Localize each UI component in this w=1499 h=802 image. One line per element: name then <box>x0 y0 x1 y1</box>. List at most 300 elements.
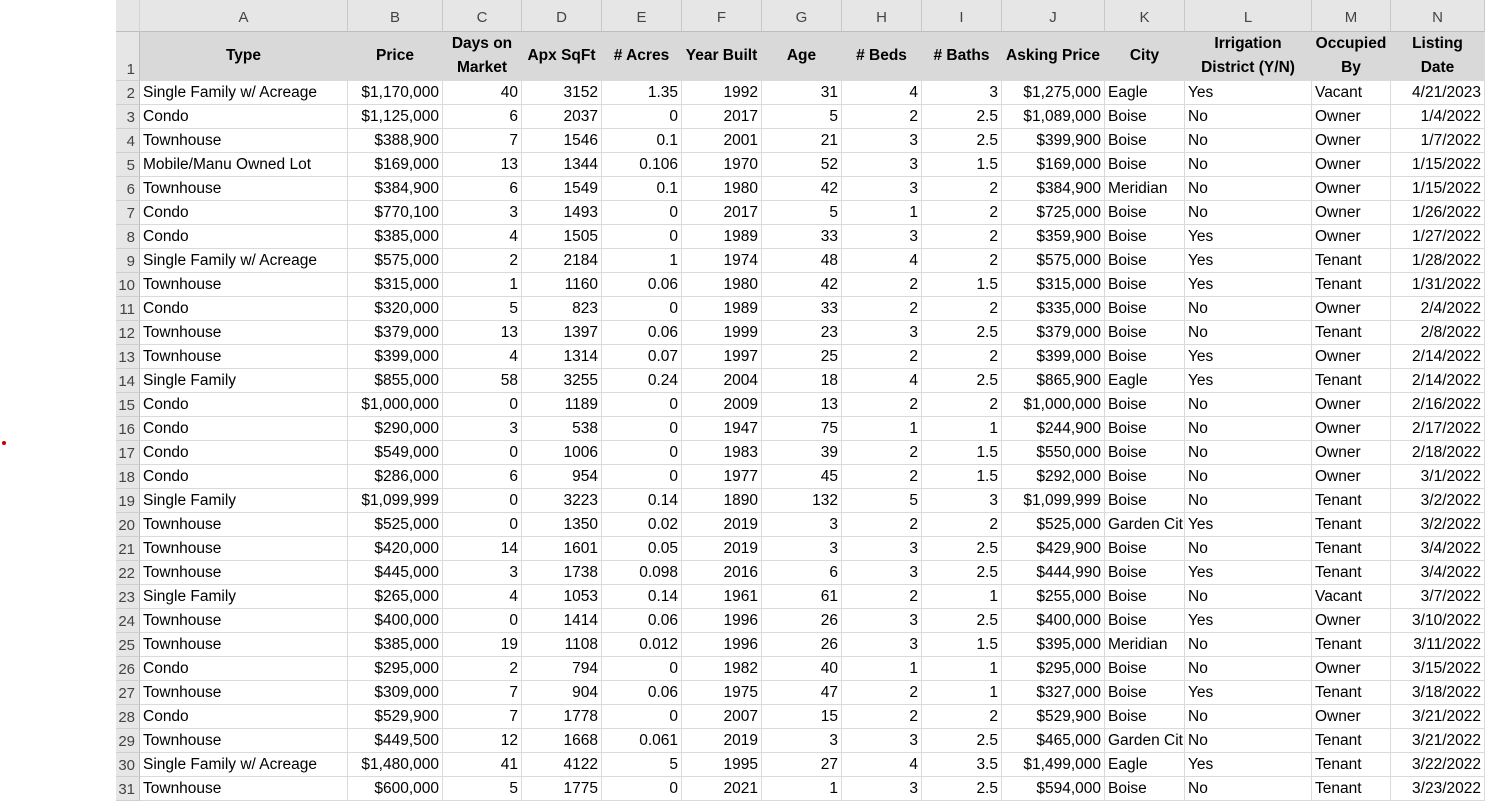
table-cell[interactable]: 1/15/2022 <box>1391 153 1485 177</box>
header-cell[interactable]: # Acres <box>602 32 682 81</box>
table-cell[interactable]: 1.5 <box>922 465 1002 489</box>
table-cell[interactable]: Owner <box>1312 657 1391 681</box>
table-cell[interactable]: 3/4/2022 <box>1391 537 1485 561</box>
table-cell[interactable]: Boise <box>1105 273 1185 297</box>
table-cell[interactable]: 1 <box>922 681 1002 705</box>
table-cell[interactable]: Single Family <box>140 369 348 393</box>
table-cell[interactable]: 1546 <box>522 129 602 153</box>
table-cell[interactable]: 0.07 <box>602 345 682 369</box>
table-cell[interactable]: No <box>1185 393 1312 417</box>
table-cell[interactable]: 3255 <box>522 369 602 393</box>
table-cell[interactable]: 2/18/2022 <box>1391 441 1485 465</box>
table-cell[interactable]: Townhouse <box>140 273 348 297</box>
table-cell[interactable]: 3/7/2022 <box>1391 585 1485 609</box>
table-cell[interactable]: $444,990 <box>1002 561 1105 585</box>
table-cell[interactable]: $594,000 <box>1002 777 1105 801</box>
table-cell[interactable]: Boise <box>1105 201 1185 225</box>
table-cell[interactable]: $320,000 <box>348 297 443 321</box>
table-cell[interactable]: $549,000 <box>348 441 443 465</box>
row-header-8[interactable]: 8 <box>116 225 140 249</box>
table-cell[interactable]: $400,000 <box>348 609 443 633</box>
table-cell[interactable]: $399,000 <box>348 345 443 369</box>
table-cell[interactable]: Single Family <box>140 585 348 609</box>
table-cell[interactable]: $295,000 <box>348 657 443 681</box>
table-cell[interactable]: $292,000 <box>1002 465 1105 489</box>
row-header-6[interactable]: 6 <box>116 177 140 201</box>
table-cell[interactable]: $550,000 <box>1002 441 1105 465</box>
table-cell[interactable]: 0 <box>443 513 522 537</box>
table-cell[interactable]: $265,000 <box>348 585 443 609</box>
table-cell[interactable]: No <box>1185 105 1312 129</box>
table-cell[interactable]: 3 <box>842 729 922 753</box>
table-cell[interactable]: 2/8/2022 <box>1391 321 1485 345</box>
table-cell[interactable]: 0.06 <box>602 609 682 633</box>
table-cell[interactable]: 0 <box>602 705 682 729</box>
table-cell[interactable]: Boise <box>1105 153 1185 177</box>
row-header-30[interactable]: 30 <box>116 753 140 777</box>
table-cell[interactable]: Owner <box>1312 225 1391 249</box>
table-cell[interactable]: 0 <box>602 657 682 681</box>
row-header-13[interactable]: 13 <box>116 345 140 369</box>
table-cell[interactable]: $388,900 <box>348 129 443 153</box>
table-cell[interactable]: 3 <box>842 177 922 201</box>
table-cell[interactable]: $525,000 <box>1002 513 1105 537</box>
table-cell[interactable]: Yes <box>1185 345 1312 369</box>
table-cell[interactable]: 3/18/2022 <box>1391 681 1485 705</box>
table-cell[interactable]: 26 <box>762 633 842 657</box>
table-cell[interactable]: Yes <box>1185 369 1312 393</box>
table-cell[interactable]: $169,000 <box>348 153 443 177</box>
table-cell[interactable]: No <box>1185 489 1312 513</box>
header-cell[interactable]: Asking Price <box>1002 32 1105 81</box>
table-cell[interactable]: 2 <box>842 705 922 729</box>
table-cell[interactable]: 1601 <box>522 537 602 561</box>
table-cell[interactable]: 1/27/2022 <box>1391 225 1485 249</box>
table-cell[interactable]: 6 <box>443 105 522 129</box>
table-cell[interactable]: 3/11/2022 <box>1391 633 1485 657</box>
row-header-17[interactable]: 17 <box>116 441 140 465</box>
table-cell[interactable]: 2 <box>922 297 1002 321</box>
table-cell[interactable]: 0 <box>443 609 522 633</box>
table-cell[interactable]: 4 <box>443 585 522 609</box>
table-cell[interactable]: 1/31/2022 <box>1391 273 1485 297</box>
table-cell[interactable]: 823 <box>522 297 602 321</box>
table-cell[interactable]: 5 <box>443 777 522 801</box>
table-cell[interactable]: Tenant <box>1312 489 1391 513</box>
spreadsheet-grid[interactable] <box>116 0 1499 802</box>
table-cell[interactable]: Condo <box>140 393 348 417</box>
table-cell[interactable]: 2 <box>842 297 922 321</box>
table-cell[interactable]: Boise <box>1105 681 1185 705</box>
table-cell[interactable]: Tenant <box>1312 369 1391 393</box>
row-header-26[interactable]: 26 <box>116 657 140 681</box>
table-cell[interactable]: Owner <box>1312 441 1391 465</box>
table-cell[interactable]: No <box>1185 417 1312 441</box>
table-cell[interactable]: Tenant <box>1312 633 1391 657</box>
table-cell[interactable]: 6 <box>443 465 522 489</box>
header-cell[interactable]: Occupied By <box>1312 32 1391 81</box>
table-cell[interactable]: 2/14/2022 <box>1391 369 1485 393</box>
table-cell[interactable]: 1/4/2022 <box>1391 105 1485 129</box>
table-cell[interactable]: Tenant <box>1312 753 1391 777</box>
table-cell[interactable]: 3 <box>443 561 522 585</box>
table-cell[interactable]: Condo <box>140 297 348 321</box>
row-header-9[interactable]: 9 <box>116 249 140 273</box>
table-cell[interactable]: Tenant <box>1312 513 1391 537</box>
table-cell[interactable]: 3152 <box>522 81 602 105</box>
table-cell[interactable]: Boise <box>1105 537 1185 561</box>
table-cell[interactable]: Yes <box>1185 609 1312 633</box>
table-cell[interactable]: Meridian <box>1105 633 1185 657</box>
table-cell[interactable]: 3 <box>842 777 922 801</box>
table-cell[interactable]: 3 <box>842 633 922 657</box>
header-cell[interactable]: Type <box>140 32 348 81</box>
table-cell[interactable]: 1/26/2022 <box>1391 201 1485 225</box>
table-cell[interactable]: 13 <box>443 153 522 177</box>
table-cell[interactable]: Boise <box>1105 465 1185 489</box>
table-cell[interactable]: 4 <box>443 225 522 249</box>
table-cell[interactable]: Townhouse <box>140 129 348 153</box>
table-cell[interactable]: 3/22/2022 <box>1391 753 1485 777</box>
table-cell[interactable]: Townhouse <box>140 177 348 201</box>
table-cell[interactable]: 1 <box>842 201 922 225</box>
table-cell[interactable]: Tenant <box>1312 537 1391 561</box>
table-cell[interactable]: 1350 <box>522 513 602 537</box>
table-cell[interactable]: $286,000 <box>348 465 443 489</box>
table-cell[interactable]: 2.5 <box>922 537 1002 561</box>
table-cell[interactable]: 2001 <box>682 129 762 153</box>
table-cell[interactable]: No <box>1185 153 1312 177</box>
table-cell[interactable]: 5 <box>762 201 842 225</box>
table-cell[interactable]: Condo <box>140 465 348 489</box>
table-cell[interactable]: Boise <box>1105 297 1185 321</box>
table-cell[interactable]: 0 <box>602 465 682 489</box>
table-cell[interactable]: 2 <box>922 705 1002 729</box>
table-cell[interactable]: 0 <box>602 441 682 465</box>
header-cell[interactable]: Listing Date <box>1391 32 1485 81</box>
table-cell[interactable]: $1,125,000 <box>348 105 443 129</box>
table-cell[interactable]: 1999 <box>682 321 762 345</box>
table-cell[interactable]: 7 <box>443 681 522 705</box>
select-all-corner[interactable] <box>116 0 140 32</box>
table-cell[interactable]: $385,000 <box>348 633 443 657</box>
table-cell[interactable]: Boise <box>1105 609 1185 633</box>
table-cell[interactable]: $420,000 <box>348 537 443 561</box>
table-cell[interactable]: Vacant <box>1312 81 1391 105</box>
table-cell[interactable]: Owner <box>1312 417 1391 441</box>
table-cell[interactable]: 2 <box>922 249 1002 273</box>
table-cell[interactable]: $379,000 <box>348 321 443 345</box>
table-cell[interactable]: 7 <box>443 705 522 729</box>
table-cell[interactable]: Townhouse <box>140 681 348 705</box>
table-cell[interactable]: 2.5 <box>922 729 1002 753</box>
row-header-27[interactable]: 27 <box>116 681 140 705</box>
table-cell[interactable]: 1983 <box>682 441 762 465</box>
table-cell[interactable]: Townhouse <box>140 513 348 537</box>
table-cell[interactable]: Meridian <box>1105 177 1185 201</box>
table-cell[interactable]: $429,900 <box>1002 537 1105 561</box>
table-cell[interactable]: 2 <box>443 249 522 273</box>
table-cell[interactable]: $1,089,000 <box>1002 105 1105 129</box>
table-cell[interactable]: 0 <box>443 441 522 465</box>
table-cell[interactable]: 48 <box>762 249 842 273</box>
table-cell[interactable]: 2004 <box>682 369 762 393</box>
table-cell[interactable]: 1997 <box>682 345 762 369</box>
table-cell[interactable]: 3 <box>842 609 922 633</box>
table-cell[interactable]: Yes <box>1185 249 1312 273</box>
table-cell[interactable]: 4122 <box>522 753 602 777</box>
table-cell[interactable]: 3/4/2022 <box>1391 561 1485 585</box>
table-cell[interactable]: 1980 <box>682 273 762 297</box>
header-cell[interactable]: Apx SqFt <box>522 32 602 81</box>
table-cell[interactable]: 2.5 <box>922 321 1002 345</box>
table-cell[interactable]: 4 <box>842 753 922 777</box>
table-cell[interactable]: 2 <box>842 513 922 537</box>
header-cell[interactable]: Price <box>348 32 443 81</box>
table-cell[interactable]: 2 <box>842 441 922 465</box>
table-cell[interactable]: $244,900 <box>1002 417 1105 441</box>
table-cell[interactable]: $315,000 <box>348 273 443 297</box>
row-header-23[interactable]: 23 <box>116 585 140 609</box>
table-cell[interactable]: 1775 <box>522 777 602 801</box>
table-cell[interactable]: 2 <box>922 513 1002 537</box>
table-cell[interactable]: 2007 <box>682 705 762 729</box>
table-cell[interactable]: 1/7/2022 <box>1391 129 1485 153</box>
table-cell[interactable]: Vacant <box>1312 585 1391 609</box>
table-cell[interactable]: $465,000 <box>1002 729 1105 753</box>
table-cell[interactable]: Townhouse <box>140 561 348 585</box>
table-cell[interactable]: 2.5 <box>922 129 1002 153</box>
table-cell[interactable]: 1947 <box>682 417 762 441</box>
table-cell[interactable]: 1738 <box>522 561 602 585</box>
table-cell[interactable]: No <box>1185 441 1312 465</box>
table-cell[interactable]: 5 <box>842 489 922 513</box>
table-cell[interactable]: 0 <box>602 777 682 801</box>
table-cell[interactable]: Garden Cit <box>1105 513 1185 537</box>
table-cell[interactable]: No <box>1185 465 1312 489</box>
table-cell[interactable]: 2017 <box>682 105 762 129</box>
table-cell[interactable]: 1160 <box>522 273 602 297</box>
table-cell[interactable]: 538 <box>522 417 602 441</box>
table-cell[interactable]: 2 <box>922 393 1002 417</box>
table-cell[interactable]: Yes <box>1185 561 1312 585</box>
table-cell[interactable]: 2.5 <box>922 369 1002 393</box>
table-cell[interactable]: No <box>1185 705 1312 729</box>
table-cell[interactable]: 5 <box>602 753 682 777</box>
table-cell[interactable]: 1006 <box>522 441 602 465</box>
table-cell[interactable]: 2021 <box>682 777 762 801</box>
table-cell[interactable]: Owner <box>1312 129 1391 153</box>
table-cell[interactable]: Boise <box>1105 657 1185 681</box>
row-header-5[interactable]: 5 <box>116 153 140 177</box>
table-cell[interactable]: 2.5 <box>922 777 1002 801</box>
header-cell[interactable]: Irrigation District (Y/N) <box>1185 32 1312 81</box>
table-cell[interactable]: 26 <box>762 609 842 633</box>
table-cell[interactable]: 904 <box>522 681 602 705</box>
table-cell[interactable]: 2019 <box>682 729 762 753</box>
table-cell[interactable]: 75 <box>762 417 842 441</box>
table-cell[interactable]: 0 <box>602 393 682 417</box>
table-cell[interactable]: Eagle <box>1105 753 1185 777</box>
row-header-21[interactable]: 21 <box>116 537 140 561</box>
table-cell[interactable]: Condo <box>140 225 348 249</box>
column-header-h[interactable]: H <box>842 0 922 32</box>
table-cell[interactable]: 1778 <box>522 705 602 729</box>
table-cell[interactable]: $385,000 <box>348 225 443 249</box>
table-cell[interactable]: 2/14/2022 <box>1391 345 1485 369</box>
table-cell[interactable]: $855,000 <box>348 369 443 393</box>
table-cell[interactable]: 2/4/2022 <box>1391 297 1485 321</box>
table-cell[interactable]: 31 <box>762 81 842 105</box>
table-cell[interactable]: Boise <box>1105 345 1185 369</box>
table-cell[interactable]: Boise <box>1105 777 1185 801</box>
table-cell[interactable]: 3/21/2022 <box>1391 729 1485 753</box>
table-cell[interactable]: 0.1 <box>602 177 682 201</box>
table-cell[interactable]: $399,900 <box>1002 129 1105 153</box>
table-cell[interactable]: 40 <box>762 657 842 681</box>
row-header-3[interactable]: 3 <box>116 105 140 129</box>
table-cell[interactable]: 1/15/2022 <box>1391 177 1485 201</box>
table-cell[interactable]: 1 <box>762 777 842 801</box>
table-cell[interactable]: 1989 <box>682 297 762 321</box>
table-cell[interactable]: No <box>1185 129 1312 153</box>
table-cell[interactable]: $399,000 <box>1002 345 1105 369</box>
table-cell[interactable]: 1.5 <box>922 633 1002 657</box>
row-header-19[interactable]: 19 <box>116 489 140 513</box>
table-cell[interactable]: 1 <box>922 585 1002 609</box>
column-header-k[interactable]: K <box>1105 0 1185 32</box>
column-header-l[interactable]: L <box>1185 0 1312 32</box>
table-cell[interactable]: 7 <box>443 129 522 153</box>
table-cell[interactable]: 3/23/2022 <box>1391 777 1485 801</box>
table-cell[interactable]: 6 <box>762 561 842 585</box>
table-cell[interactable]: $445,000 <box>348 561 443 585</box>
table-cell[interactable]: 1 <box>842 417 922 441</box>
table-cell[interactable]: $169,000 <box>1002 153 1105 177</box>
table-cell[interactable]: Garden Cit <box>1105 729 1185 753</box>
row-header-1[interactable]: 1 <box>116 32 140 81</box>
table-cell[interactable]: 1974 <box>682 249 762 273</box>
table-cell[interactable]: 40 <box>443 81 522 105</box>
table-cell[interactable]: Yes <box>1185 681 1312 705</box>
column-header-c[interactable]: C <box>443 0 522 32</box>
table-cell[interactable]: 14 <box>443 537 522 561</box>
table-cell[interactable]: 2017 <box>682 201 762 225</box>
table-cell[interactable]: 3 <box>842 129 922 153</box>
column-header-e[interactable]: E <box>602 0 682 32</box>
table-cell[interactable]: 2009 <box>682 393 762 417</box>
row-header-20[interactable]: 20 <box>116 513 140 537</box>
table-cell[interactable]: 0.06 <box>602 273 682 297</box>
row-header-2[interactable]: 2 <box>116 81 140 105</box>
table-cell[interactable]: 0.06 <box>602 321 682 345</box>
table-cell[interactable]: 0 <box>443 489 522 513</box>
table-cell[interactable]: 0.061 <box>602 729 682 753</box>
table-cell[interactable]: 2 <box>922 345 1002 369</box>
table-cell[interactable]: 1668 <box>522 729 602 753</box>
table-cell[interactable]: 0.05 <box>602 537 682 561</box>
table-cell[interactable]: No <box>1185 321 1312 345</box>
table-cell[interactable]: 1961 <box>682 585 762 609</box>
table-cell[interactable]: 1980 <box>682 177 762 201</box>
table-cell[interactable]: Boise <box>1105 705 1185 729</box>
table-cell[interactable]: 3223 <box>522 489 602 513</box>
table-cell[interactable]: Condo <box>140 441 348 465</box>
column-header-n[interactable]: N <box>1391 0 1485 32</box>
table-cell[interactable]: 1970 <box>682 153 762 177</box>
column-header-b[interactable]: B <box>348 0 443 32</box>
table-cell[interactable]: 2 <box>842 273 922 297</box>
table-cell[interactable]: 3/10/2022 <box>1391 609 1485 633</box>
table-cell[interactable]: Owner <box>1312 609 1391 633</box>
table-cell[interactable]: 1493 <box>522 201 602 225</box>
table-cell[interactable]: 2 <box>842 393 922 417</box>
table-cell[interactable]: 2.5 <box>922 561 1002 585</box>
column-header-d[interactable]: D <box>522 0 602 32</box>
table-cell[interactable]: 0 <box>602 105 682 129</box>
table-cell[interactable]: Boise <box>1105 561 1185 585</box>
table-cell[interactable]: 2184 <box>522 249 602 273</box>
table-cell[interactable]: 3 <box>842 537 922 561</box>
table-cell[interactable]: No <box>1185 177 1312 201</box>
table-cell[interactable]: 0.14 <box>602 585 682 609</box>
table-cell[interactable]: Boise <box>1105 585 1185 609</box>
table-cell[interactable]: 1505 <box>522 225 602 249</box>
table-cell[interactable]: 39 <box>762 441 842 465</box>
table-cell[interactable]: 1053 <box>522 585 602 609</box>
table-cell[interactable]: No <box>1185 585 1312 609</box>
table-cell[interactable]: $1,099,999 <box>348 489 443 513</box>
table-cell[interactable]: 3 <box>842 225 922 249</box>
table-cell[interactable]: Owner <box>1312 153 1391 177</box>
table-cell[interactable]: 2019 <box>682 537 762 561</box>
table-cell[interactable]: 2 <box>922 201 1002 225</box>
table-cell[interactable]: 1 <box>443 273 522 297</box>
table-cell[interactable]: 1.5 <box>922 273 1002 297</box>
table-cell[interactable]: 61 <box>762 585 842 609</box>
table-cell[interactable]: $359,900 <box>1002 225 1105 249</box>
table-cell[interactable]: Eagle <box>1105 81 1185 105</box>
table-cell[interactable]: 3.5 <box>922 753 1002 777</box>
table-cell[interactable]: 19 <box>443 633 522 657</box>
table-cell[interactable]: $309,000 <box>348 681 443 705</box>
header-cell[interactable]: # Baths <box>922 32 1002 81</box>
table-cell[interactable]: 5 <box>443 297 522 321</box>
table-cell[interactable]: Townhouse <box>140 537 348 561</box>
table-cell[interactable]: 12 <box>443 729 522 753</box>
table-cell[interactable]: 3/2/2022 <box>1391 513 1485 537</box>
table-cell[interactable]: 23 <box>762 321 842 345</box>
table-cell[interactable]: Eagle <box>1105 369 1185 393</box>
header-cell[interactable]: Year Built <box>682 32 762 81</box>
table-cell[interactable]: 0.06 <box>602 681 682 705</box>
row-header-25[interactable]: 25 <box>116 633 140 657</box>
table-cell[interactable]: $725,000 <box>1002 201 1105 225</box>
table-cell[interactable]: $327,000 <box>1002 681 1105 705</box>
table-cell[interactable]: 1982 <box>682 657 762 681</box>
table-cell[interactable]: Boise <box>1105 105 1185 129</box>
table-cell[interactable]: Owner <box>1312 465 1391 489</box>
table-cell[interactable]: $1,480,000 <box>348 753 443 777</box>
table-cell[interactable]: 2 <box>842 465 922 489</box>
table-cell[interactable]: 954 <box>522 465 602 489</box>
table-cell[interactable]: $575,000 <box>348 249 443 273</box>
table-cell[interactable]: 0.24 <box>602 369 682 393</box>
table-cell[interactable]: Tenant <box>1312 777 1391 801</box>
table-cell[interactable]: Owner <box>1312 345 1391 369</box>
table-cell[interactable]: 2037 <box>522 105 602 129</box>
table-cell[interactable]: Owner <box>1312 177 1391 201</box>
